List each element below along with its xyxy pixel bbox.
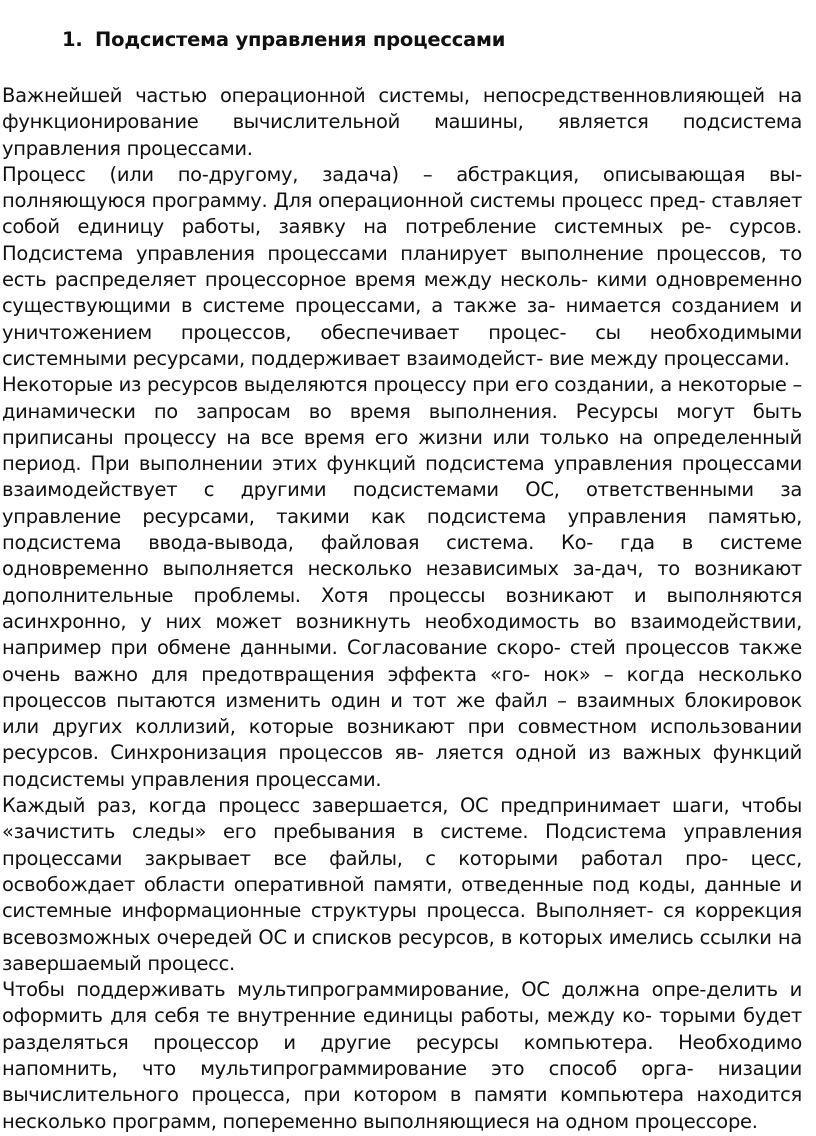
section-title: Подсистема управления процессами [95,28,506,51]
section-number: 1. [62,28,83,51]
paragraph-resources: Некоторые из ресурсов выделяются процессу при его создании, а некоторые – динамически по запросам во время выполнения. Ресурсы могут быть приписаны процессу на все время его жизни или только на определенный период. При выполнении этих функций подсистема управления процессами взаимодействует с другими подсистемами ОС, ответственными за управление ресурсами, такими как подсистема управления памятью, подсистема ввода-вывода, файловая система. Ко- гда в системе одновременно выполняется несколько независимых за-дач, то возникают дополнительные проблемы. Хотя процессы возникают и выполняются асинхронно, у них может возникнуть необходимость во взаимодействии, например при обмене данными. Согласование скоро- стей процессов также очень важно для предотвращения эффекта «го- нок» – когда несколько процессов пытаются изменить один и тот же файл – взаимных блокировок или других коллизий, которые возникают при совместном использовании ресурсов. Синхронизация процессов яв- ляется одной из важных функций подсистемы управления процессами. [2,373,802,791]
paragraph-multiprogramming: Чтобы поддерживать мультипрограммирование, ОС должна опре-делить и оформить для себя те внутренние единицы работы, между ко- торыми будет разделяться процессор и другие ресурсы компьютера. Необходимо напомнить, что мультипрограммирование это способ орга- низации вычислительного процесса, при котором в памяти компьютера находится несколько программ, попеременно выполняющиеся на одном процессоре. [2,978,802,1133]
paragraph-process-definition: Процесс (или по-другому, задача) – абстракция, описывающая вы- полняющуюся программу. Для операционной системы процесс пред- ставляет собой единицу работы, заявку на потребление системных ре- сурсов. Подсистема управления процессами планирует выполнение процессов, то есть распределяет процессорное время между несколь- кими одновременно существующими в системе процессами, а также за- нимается созданием и уничтожением процессов, обеспечивает процес- сы необходимыми системными ресурсами, поддерживает взаимодейст- вие между процессами. [2,162,802,370]
paragraph-termination: Каждый раз, когда процесс завершается, ОС предпринимает шаги, чтобы «зачистить следы» его пребывания в системе. Подсистема управления процессами закрывает все файлы, с которыми работал про- цесс, освобождает области оперативной памяти, отведенные под коды, данные и системные информационные структуры процесса. Выполняет- ся коррекция всевозможных очередей ОС и списков ресурсов, в которых имелись ссылки на завершаемый процесс. [2,794,802,975]
section-heading [62,27,802,53]
paragraph-intro: Важнейшей частью операционной системы, непосредственновлияющей на функционирование вычислительной машины, является подсистема управления процессами. [2,84,802,160]
